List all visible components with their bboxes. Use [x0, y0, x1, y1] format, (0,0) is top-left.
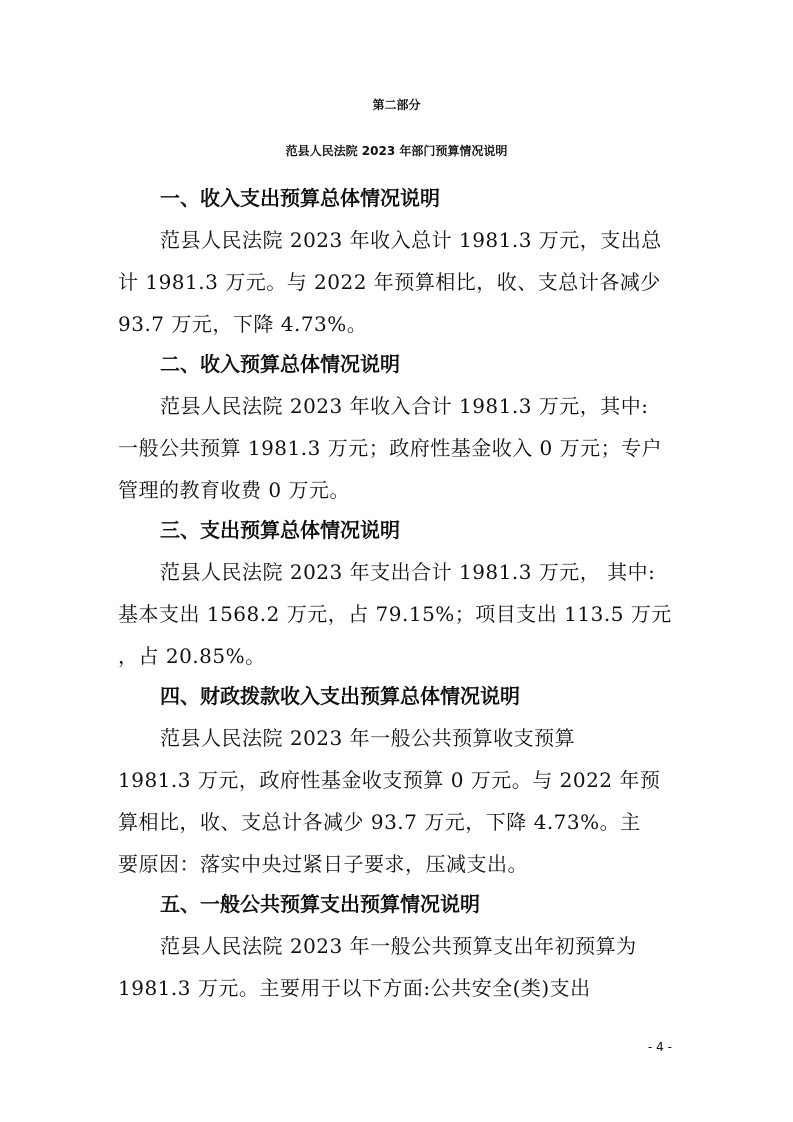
section-heading-5: 五、一般公共预算支出预算情况说明 [160, 892, 480, 916]
paragraph-line: 范县人民法院 2023 年一般公共预算收支预算 [160, 726, 576, 750]
part-title: 第二部分 [372, 98, 421, 112]
paragraph-line: 基本支出 1568.2 万元，占 79.15%；项目支出 113.5 万元 [118, 602, 672, 626]
section-heading-4: 四、财政拨款收入支出预算总体情况说明 [160, 684, 520, 708]
paragraph-line: 一般公共预算 1981.3 万元；政府性基金收入 0 万元；专户 [118, 436, 663, 460]
paragraph-line: 管理的教育收费 0 万元。 [118, 478, 350, 502]
document-title: 范县人民法院 2023 年部门预算情况说明 [285, 144, 508, 158]
page-number: - 4 - [648, 1040, 672, 1054]
paragraph-line: 1981.3 万元，政府性基金收支预算 0 万元。与 2022 年预 [118, 768, 661, 792]
paragraph-line: 93.7 万元，下降 4.73%。 [118, 312, 368, 336]
section-heading-3: 三、支出预算总体情况说明 [160, 518, 400, 542]
paragraph-line: 计 1981.3 万元。与 2022 年预算相比，收、支总计各减少 [118, 270, 661, 294]
paragraph-line: 范县人民法院 2023 年收入合计 1981.3 万元，其中: [160, 394, 649, 418]
paragraph-line: ，占 20.85%。 [118, 644, 266, 668]
paragraph-line: 范县人民法院 2023 年支出合计 1981.3 万元， 其中: [160, 560, 656, 584]
section-heading-1: 一、收入支出预算总体情况说明 [160, 186, 440, 210]
paragraph-line: 要原因：落实中央过紧日子要求，压减支出。 [118, 852, 528, 876]
paragraph-line: 范县人民法院 2023 年收入总计 1981.3 万元，支出总 [160, 228, 662, 252]
paragraph-line: 范县人民法院 2023 年一般公共预算支出年初预算为 [160, 934, 637, 958]
paragraph-line: 1981.3 万元。主要用于以下方面:公共安全(类)支出 [118, 976, 591, 1000]
paragraph-line: 算相比，收、支总计各减少 93.7 万元，下降 4.73%。主 [118, 810, 641, 834]
section-heading-2: 二、收入预算总体情况说明 [160, 352, 400, 376]
